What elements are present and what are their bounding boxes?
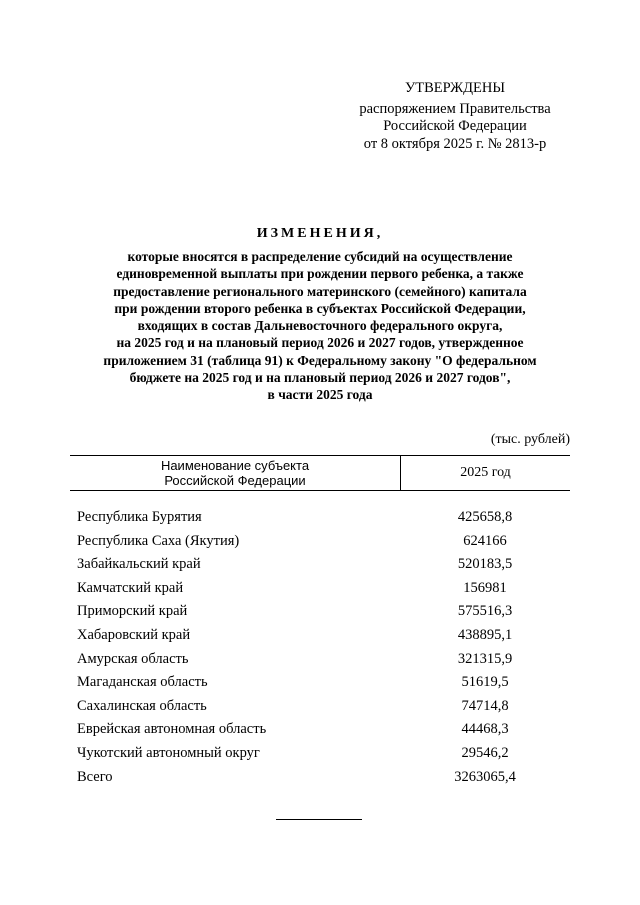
table-row [70,742,570,766]
subtitle-line: при рождении второго ребенка в субъектах Российской Федерации, [114,300,526,316]
region-name: Чукотский автономный округ [77,744,260,761]
region-name: Забайкальский край [77,556,201,573]
table-row [70,648,570,672]
subtitle-line: предоставление регионального материнского (семейного) капитала [113,283,527,299]
region-value: 321315,9 [457,650,513,667]
region-name: Хабаровский край [77,626,191,643]
table-row [70,600,570,624]
region-value: 44468,3 [461,721,509,738]
document-title: ИЗМЕНЕНИЯ, [256,226,384,241]
table-row [70,624,570,648]
region-name: Сахалинская область [77,697,207,714]
region-name: Еврейская автономная область [77,721,267,738]
region-value: 438895,1 [457,626,513,643]
approval-line-2: Российской Федерации [383,118,527,134]
table-row [70,671,570,695]
approval-title: УТВЕРЖДЕНЫ [404,80,506,96]
subtitle-line: входящих в состав Дальневосточного федерального округа, [137,318,503,334]
region-value: 29546,2 [461,744,509,761]
region-name: Камчатский край [77,579,184,596]
region-value: 74714,8 [461,697,509,714]
subtitle-line: бюджете на 2025 год и на плановый период 2026 и 2027 годов", [129,370,511,386]
units-label: (тыс. рублей) [490,432,570,447]
subtitle-line: единовременной выплаты при рождении первого ребенка, а также [116,266,524,282]
header-name-line-1: Наименование субъекта [160,458,310,473]
table-row [70,718,570,742]
subtitle-line: приложением 31 (таблица 91) к Федеральному закону "О федеральном [103,352,537,368]
region-name: Магаданская область [77,674,208,691]
region-value: 51619,5 [461,674,509,691]
header-name-line-2: Российской Федерации [164,473,306,488]
subtitle-line: на 2025 год и на плановый период 2026 и 2027 годов, утвержденное [116,335,524,351]
table-row [70,530,570,554]
region-value: 624166 [463,532,507,549]
end-divider [276,819,362,820]
subtitle-line: в части 2025 года [267,387,373,403]
table-body [70,506,570,789]
table-row [70,577,570,601]
subtitle-line: которые вносятся в распределение субсидий на осуществление [127,249,513,264]
document-subtitle [70,248,570,404]
approval-line-3: от 8 октября 2025 г. № 2813-р [363,135,547,152]
region-value: 575516,3 [457,603,513,620]
region-name: Амурская область [77,650,189,667]
header-region-name [70,456,401,490]
region-name: Республика Бурятия [77,509,202,525]
region-name: Республика Саха (Якутия) [77,532,240,549]
region-name: Приморский край [77,603,188,620]
header-year: 2025 год [460,465,511,480]
region-value: 156981 [463,579,507,596]
region-value: 520183,5 [457,556,513,573]
table-row [70,695,570,719]
approval-line-1: распоряжением Правительства [359,100,551,117]
table-row [70,553,570,577]
total-value: 3263065,4 [454,768,516,785]
table-row-total [70,766,570,790]
region-value: 425658,8 [457,509,513,525]
table-row [70,506,570,530]
total-label: Всего [77,768,113,785]
approval-block [340,80,570,153]
table-header [70,455,570,491]
